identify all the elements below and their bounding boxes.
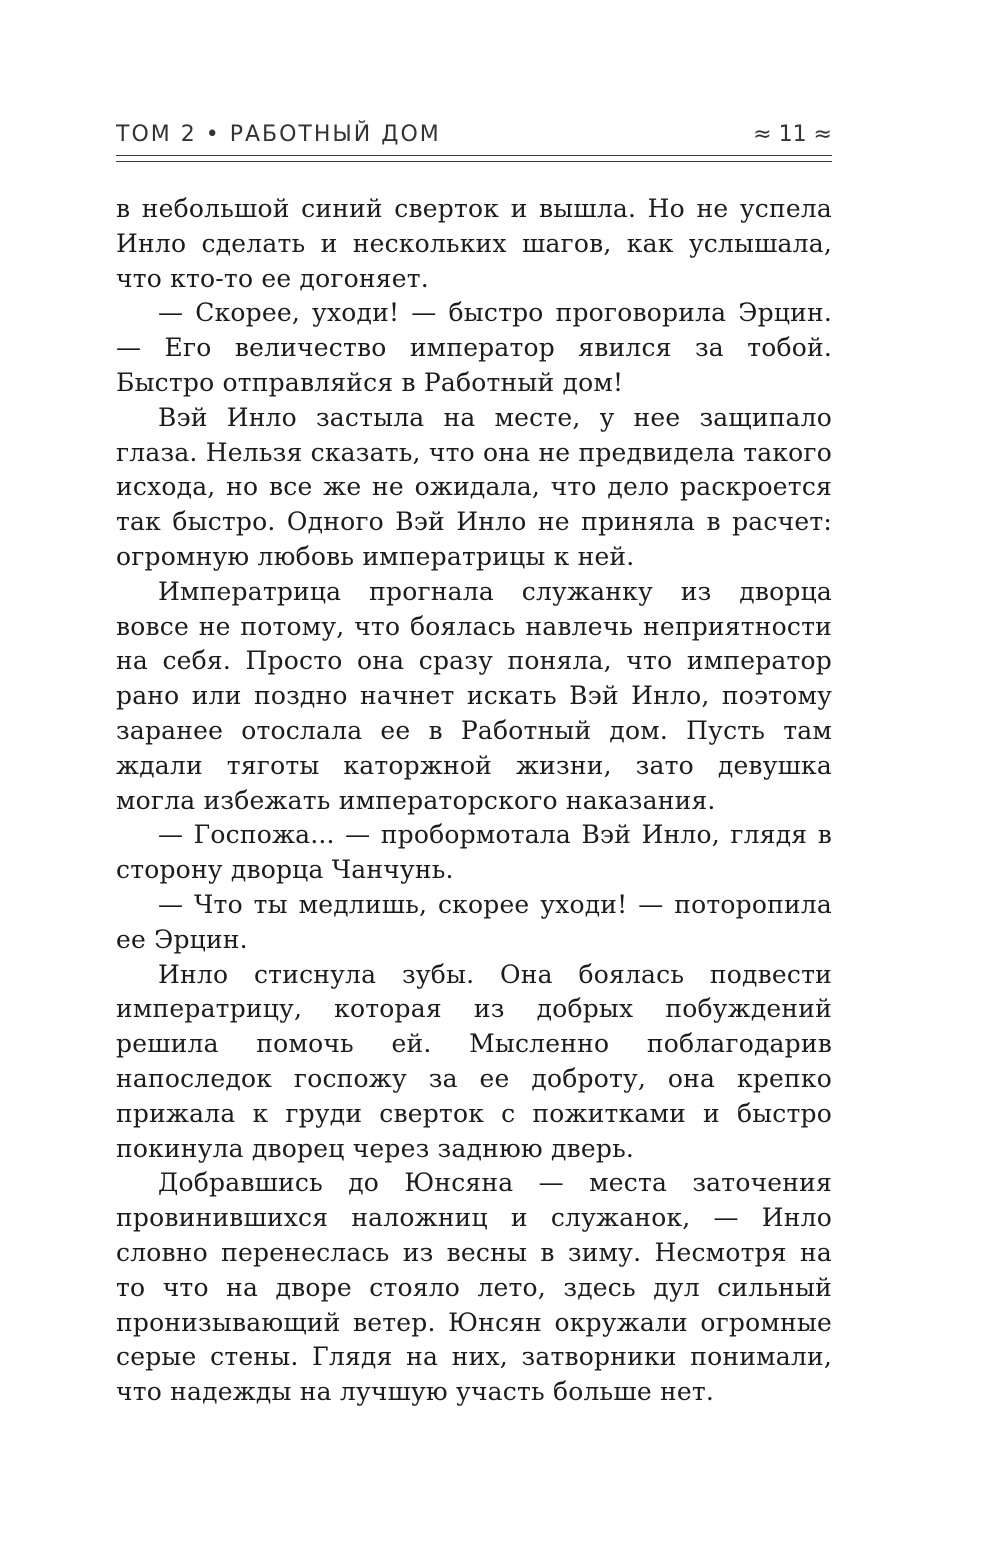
paragraph: Вэй Инло застыла на месте, у нее защипало глаза. Нельзя сказать, что она не предвидела такого исхода, но все же не ожидала, что дело раскроется так быстро. Одного Вэй Инло не приняла в расчет: огромную любовь императрицы к ней. [116,402,832,571]
paragraph: Инло стиснула зубы. Она боялась подвести императрицу, которая из добрых побуждений решила помочь ей. Мысленно поблагодарив напоследок госпожу за ее доброту, она крепко прижала к груди сверток с пожитками и быстро покинула дворец через заднюю дверь. [116,959,832,1163]
header-rule-bottom [116,161,832,162]
paragraph: Императрица прогнала служанку из дворца вовсе не потому, что боялась навлечь неприятности на себя. Просто она сразу поняла, что император рано или поздно начнет искать Вэй Инло, поэтому заранее отослала ее в Работный дом. Пусть там ждали тяготы каторжной жизни, зато девушка могла избежать императорского наказания. [116,576,832,815]
paragraph: — Что ты медлишь, скорее уходи! — поторопила ее Эрцин. [116,889,832,954]
running-title: ТОМ 2 • РАБОТНЫЙ ДОМ [116,122,441,147]
page-number: ≈ 11 ≈ [753,122,832,147]
running-head [116,120,832,154]
paragraph: — Скорее, уходи! — быстро проговорила Эрцин. — Его величество император явился за тобой. Быстро отправляйся в Работный дом! [116,298,832,397]
header-rule-top [116,155,832,156]
paragraph: — Госпожа... — пробормотала Вэй Инло, глядя в сторону дворца Чанчунь. [116,820,832,885]
body-text [116,192,832,1410]
paragraph: в небольшой синий сверток и вышла. Но не успела Инло сделать и нескольких шагов, как услышала, что кто-то ее догоняет. [116,194,832,293]
paragraph: Добравшись до Юнсяна — места заточения провинившихся наложниц и служанок, — Инло словно перенеслась из весны в зиму. Несмотря на то что на дворе стояло лето, здесь дул сильный пронизывающий ветер. Юнсян окружали огромные серые стены. Глядя на них, затворники понимали, что надежды на лучшую участь больше нет. [116,1168,832,1407]
